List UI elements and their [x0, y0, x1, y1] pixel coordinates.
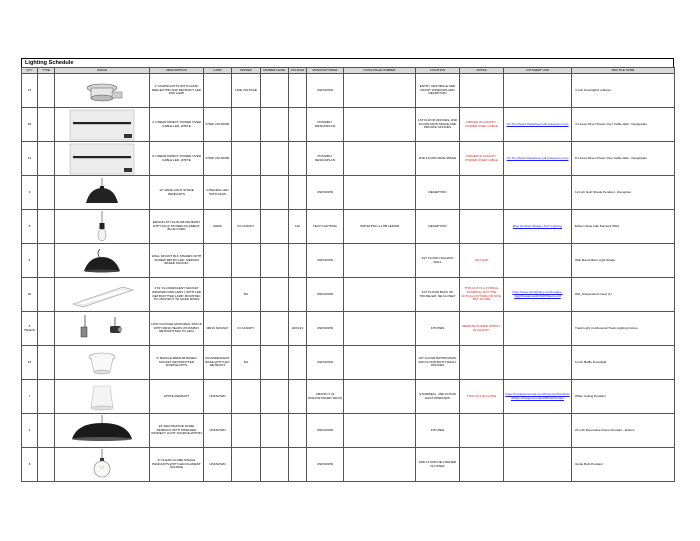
rev-cell: 6 inch Baffle Downlight — [572, 346, 675, 380]
manufacturer-cell: UNKNOWN — [307, 312, 344, 346]
manufacturer-cell: UNKNOWN — [307, 448, 344, 482]
manufacturer-cell: UNKNOWN — [307, 74, 344, 108]
large-dome-icon — [63, 415, 141, 447]
description-cell: LOW VOLTAGE MONORAIL TRACK WITH MR16 HEADS (POSSIBLY RETROFITTED TO LED) — [150, 312, 204, 346]
description-cell: WALL MOUNT BLK SHADES WITH SCREW RETRO LED, MEDIUM BASED SOCKET — [150, 244, 204, 278]
fixture-image — [55, 414, 150, 448]
fixture-image — [55, 142, 150, 176]
column-header: NOTES — [460, 68, 504, 74]
driver-cell — [232, 142, 261, 176]
lamp-cell: UNKNOWN — [204, 414, 232, 448]
dimmer-cell — [261, 312, 289, 346]
description-cell: 4" DOWNLIGHTS WITH ALZAK REFLECTOR AND RETROFIT LED PAR LAMP — [150, 74, 204, 108]
notes-cell: DRIVER IN CANOPY, POWER OVER CABLE — [460, 108, 504, 142]
manufacturer-cell: UNKNOWN — [307, 278, 344, 312]
location-cell: RECEPTION — [416, 210, 460, 244]
dimmer-cell — [261, 176, 289, 210]
dimmer-cell — [261, 210, 289, 244]
fixture-image — [55, 448, 150, 482]
voltage-cell — [289, 346, 307, 380]
fixture-image — [55, 244, 150, 278]
driver-cell — [232, 414, 261, 448]
type-cell — [38, 278, 55, 312]
location-cell: 1ST FLOOR BATHROOMS, 2ND FLOOR BOTH SMALL OFFICES — [416, 346, 460, 380]
wall-sconce-icon — [63, 245, 141, 277]
notes-cell — [460, 74, 504, 108]
dimmer-cell — [261, 74, 289, 108]
column-header: LAMP — [204, 68, 232, 74]
driver-cell: IN CANOPY — [232, 210, 261, 244]
catalogue-cell — [344, 312, 416, 346]
lamp-cell: MR16 SOCKET — [204, 312, 232, 346]
table-row — [22, 210, 675, 244]
lamp-cell: 2700K OR 3000K — [204, 142, 232, 176]
location-cell: 2ND FLOOR MAIN SPACE — [416, 142, 460, 176]
type-cell — [38, 346, 55, 380]
table-row — [22, 74, 675, 108]
fixture-image — [55, 346, 150, 380]
voltage-cell — [289, 448, 307, 482]
rev-cell: Edison Style bulb Pendant 0001 — [572, 210, 675, 244]
voltage-cell — [289, 278, 307, 312]
type-cell — [38, 210, 55, 244]
table-row — [22, 346, 675, 380]
dimmer-cell — [261, 244, 289, 278]
link-cell — [504, 244, 572, 278]
description-cell: 12" WIDE GOLD SHADE PENDANTS — [150, 176, 204, 210]
catalogue-cell — [344, 176, 416, 210]
link-cell[interactable]: Blue Pendant Shade | Tech Lighting — [504, 210, 572, 244]
catalogue-cell — [344, 74, 416, 108]
driver-cell — [232, 176, 261, 210]
dimmer-cell — [261, 278, 289, 312]
type-cell — [38, 244, 55, 278]
driver-cell — [232, 108, 261, 142]
type-cell — [38, 448, 55, 482]
link-cell — [504, 448, 572, 482]
catalogue-cell: 700TDLPNC-4-LHB-LED930 — [344, 210, 416, 244]
rev-cell: Globe Bulb Pendant — [572, 448, 675, 482]
location-cell: ENTRY VESTIBULE AND FRONT WINDOWS AND RECEPTION — [416, 74, 460, 108]
description-cell: 9" CLEAR GLOBE SINGLE PENDANTS WITH LED FILAMENT SOURCE — [150, 448, 204, 482]
qty-cell: 7 — [22, 380, 38, 414]
description-cell: 6" BAFFLE MEDIUM BASED SOCKET RETROFITTED DOWNLIGHTS — [150, 346, 204, 380]
link-cell[interactable]: https://www.spi-lighting.com/Images-Jpg/Wraparound/1N4P/Sports.pdf — [504, 278, 572, 312]
notes-cell: NOT SOK — [460, 244, 504, 278]
voltage-cell — [289, 414, 307, 448]
table-row — [22, 448, 675, 482]
dimmer-cell — [261, 142, 289, 176]
type-cell — [38, 380, 55, 414]
description-cell: WHITE PENDANT — [150, 380, 204, 414]
qty-cell: 16 — [22, 346, 38, 380]
column-header: LOCATION — [416, 68, 460, 74]
qty-cell: 8 — [22, 448, 38, 482]
fixture-image — [55, 108, 150, 142]
linear-pendant-icon — [63, 109, 141, 141]
qty-cell: 12 — [22, 142, 38, 176]
column-header: DRIVER — [232, 68, 261, 74]
driver-cell — [232, 448, 261, 482]
fixture-image — [55, 380, 150, 414]
notes-cell — [460, 448, 504, 482]
location-cell: STAIRWELL, 2ND FLOOR EAST WINDOWS — [416, 380, 460, 414]
link-cell — [504, 176, 572, 210]
lamp-cell: INTEGRAL LED WITH LENS — [204, 176, 232, 210]
qty-cell: 2 — [22, 414, 38, 448]
downlight-icon — [63, 75, 141, 107]
manufacturer-cell: POSSIBLY DESIGNPLAN — [307, 108, 344, 142]
voltage-cell: 24V/12V — [289, 312, 307, 346]
globe-pendant-icon — [63, 449, 141, 481]
location-cell: 2ND FLOOR NE CORNER CLUSTER — [416, 448, 460, 482]
fixture-image — [55, 74, 150, 108]
table-row — [22, 312, 675, 346]
notes-cell: DRIVER IN CANOPY, POWER OVER CABLE — [460, 142, 504, 176]
type-cell — [38, 108, 55, 142]
cylinder-pendant-icon — [63, 381, 141, 413]
rev-cell: Wall Mount Barn Light Shade — [572, 244, 675, 278]
manufacturer-cell: POSSIBLY DESIGNPLAN — [307, 142, 344, 176]
rev-cell: 24 inch Decorative Dome Pendant - kitchen — [572, 414, 675, 448]
voltage-cell — [289, 142, 307, 176]
notes-cell — [460, 210, 504, 244]
voltage-cell — [289, 74, 307, 108]
driver-cell: NA — [232, 278, 261, 312]
notes-cell: REMOTE POWER SUPPLY IN CANOPY — [460, 312, 504, 346]
rev-cell: 002_Suspended Linear (1) — [572, 278, 675, 312]
manufacturer-cell: CRANK IT (& DISCONTINUED TECH) — [307, 380, 344, 414]
rev-cell: White Ceiling Pendant — [572, 380, 675, 414]
location-cell: KITCHEN — [416, 312, 460, 346]
table-row — [22, 278, 675, 312]
catalogue-cell — [344, 278, 416, 312]
manufacturer-cell: TECH LIGHTING — [307, 210, 344, 244]
notes-cell — [460, 176, 504, 210]
rev-cell: 4 inch Downlights reflector — [572, 74, 675, 108]
qty-cell: 20 — [22, 278, 38, 312]
location-cell: 1ST FLOOR OFFICES, 2ND FLOOR MAIN SPACE AND PRIVATE OFFICES — [416, 108, 460, 142]
driver-cell — [232, 380, 261, 414]
lamp-cell — [204, 278, 232, 312]
qty-cell: 8 — [22, 210, 38, 244]
lighting-schedule-table — [21, 67, 675, 482]
notes-cell — [460, 414, 504, 448]
table-row — [22, 244, 675, 278]
driver-cell — [232, 244, 261, 278]
link-cell — [504, 414, 572, 448]
dimmer-cell — [261, 108, 289, 142]
fixture-image — [55, 312, 150, 346]
manufacturer-cell: UNKNOWN — [307, 244, 344, 278]
location-cell: 1ST FLOOR HALLWAY WALL — [416, 244, 460, 278]
lamp-cell: 2000K — [204, 210, 232, 244]
baffle-downlight-icon — [63, 347, 141, 379]
table-row — [22, 142, 675, 176]
dome-pendant-icon — [63, 177, 141, 209]
fixture-image — [55, 210, 150, 244]
column-header: DESCRIPTION — [150, 68, 204, 74]
link-cell — [504, 74, 572, 108]
lamp-cell — [204, 74, 232, 108]
link-cell[interactable]: https://crankituniversal.com/Products/Pendants/White-Vintage-Pendant/WhitePendant — [504, 380, 572, 414]
notes-cell — [460, 346, 504, 380]
type-cell — [38, 312, 55, 346]
type-cell — [38, 176, 55, 210]
column-header: CUTSHEET LINK — [504, 68, 572, 74]
catalogue-cell — [344, 142, 416, 176]
fixture-image — [55, 176, 150, 210]
qty-cell: 8 HEADS — [22, 312, 38, 346]
manufacturer-cell: UNKNOWN — [307, 176, 344, 210]
column-header: QTY — [22, 68, 38, 74]
driver-cell: NA — [232, 346, 261, 380]
column-header: VOLTAGE — [289, 68, 307, 74]
lamp-cell: 2700K OR 3000K — [204, 108, 232, 142]
voltage-cell — [289, 108, 307, 142]
type-cell — [38, 74, 55, 108]
dimmer-cell — [261, 448, 289, 482]
column-header: TYPE — [38, 68, 55, 74]
table-row — [22, 176, 675, 210]
edison-pendant-icon — [63, 211, 141, 243]
rev-cell: 12 inch Gold Shade Pendant - Reception — [572, 176, 675, 210]
catalogue-cell — [344, 108, 416, 142]
link-cell[interactable]: On The Rocks Datasheet.pdf (usiaexpo.com) — [504, 142, 572, 176]
fixture-image — [55, 278, 150, 312]
table-row — [22, 414, 675, 448]
lamp-cell: UNKNOWN — [204, 448, 232, 482]
qty-cell: 9 — [22, 176, 38, 210]
qty-cell: 26 — [22, 108, 38, 142]
column-header: DIMMER LEVEL — [261, 68, 289, 74]
troffer-icon — [63, 279, 141, 311]
voltage-cell — [289, 176, 307, 210]
track-head-icon — [63, 313, 141, 345]
schedule-title: Lighting Schedule — [21, 58, 674, 67]
table-row — [22, 380, 675, 414]
location-cell: RECEPTION — [416, 176, 460, 210]
voltage-cell — [289, 380, 307, 414]
table-row — [22, 108, 675, 142]
catalogue-cell — [344, 346, 416, 380]
description-cell: 6' LINEAR DIRECT POWER OVER CABLE LED, WHITE — [150, 142, 204, 176]
lamp-cell — [204, 244, 232, 278]
voltage-cell — [289, 244, 307, 278]
location-cell: KITCHEN — [416, 414, 460, 448]
link-cell — [504, 312, 572, 346]
type-cell — [38, 142, 55, 176]
rev-cell: 6' Linear Direct Power Over Cable LED - Designplan — [572, 142, 675, 176]
lamp-cell: INCANDESCENT BASE WITH LED RETROFIT — [204, 346, 232, 380]
description-cell: 4' LINEAR DIRECT POWER OVER CABLE LED, WHITE — [150, 108, 204, 142]
manufacturer-cell: UNKNOWN — [307, 414, 344, 448]
column-header: IMAGE — [55, 68, 150, 74]
catalogue-cell — [344, 380, 416, 414]
dimmer-cell — [261, 346, 289, 380]
notes-cell: THIS CUT IS CLOSE — [460, 380, 504, 414]
link-cell[interactable]: On The Rocks Datasheet.pdf (usiaexpo.com) — [504, 108, 572, 142]
type-cell — [38, 414, 55, 448]
catalogue-cell — [344, 244, 416, 278]
description-cell: 4'X1' FLUORESCENT SOCKET WRAPAROUND LENS (-WITH LED RETROFITTED LAMP, MOUNTED TO UNISTRUT TO MAKE ROWS — [150, 278, 204, 312]
dimmer-cell — [261, 414, 289, 448]
catalogue-cell — [344, 448, 416, 482]
lamp-cell: UNKNOWN — [204, 380, 232, 414]
notes-cell: THIS CUT IS A TYPICAL EXAMPLE, NOT THE ACTUAL FIXTURE ON SITE, BUT IS ONE — [460, 278, 504, 312]
location-cell: 1ST FLOOR BACK OF HOUSE EM: NE CLOSET — [416, 278, 460, 312]
catalogue-cell — [344, 414, 416, 448]
description-cell: EDISON-STYLE BULB PENDANT WITH FAUX STONED FILAMENT, BLUE CORD — [150, 210, 204, 244]
column-header: CATALOGUE NUMBER — [344, 68, 416, 74]
qty-cell: 6 — [22, 244, 38, 278]
driver-cell: LINE VOLTAGE — [232, 74, 261, 108]
manufacturer-cell: UNKNOWN — [307, 346, 344, 380]
dimmer-cell — [261, 380, 289, 414]
rev-cell: Track Light (in-Monorail Track Lighting Fixture — [572, 312, 675, 346]
lighting-schedule-sheet — [21, 58, 674, 482]
column-header: REV FILE NAME — [572, 68, 675, 74]
linear-pendant-icon — [63, 143, 141, 175]
link-cell — [504, 346, 572, 380]
driver-cell: IN CANOPY — [232, 312, 261, 346]
qty-cell: 72 — [22, 74, 38, 108]
column-header: MANUFACTURER — [307, 68, 344, 74]
rev-cell: 4' Linear Direct Power Over Cable LED - Designplan — [572, 108, 675, 142]
voltage-cell: 120 — [289, 210, 307, 244]
description-cell: 24" DECORATIVE DOME PENDANT WITH SHIELDED INDIRECT LIGHT SOURCE WITHIN — [150, 414, 204, 448]
